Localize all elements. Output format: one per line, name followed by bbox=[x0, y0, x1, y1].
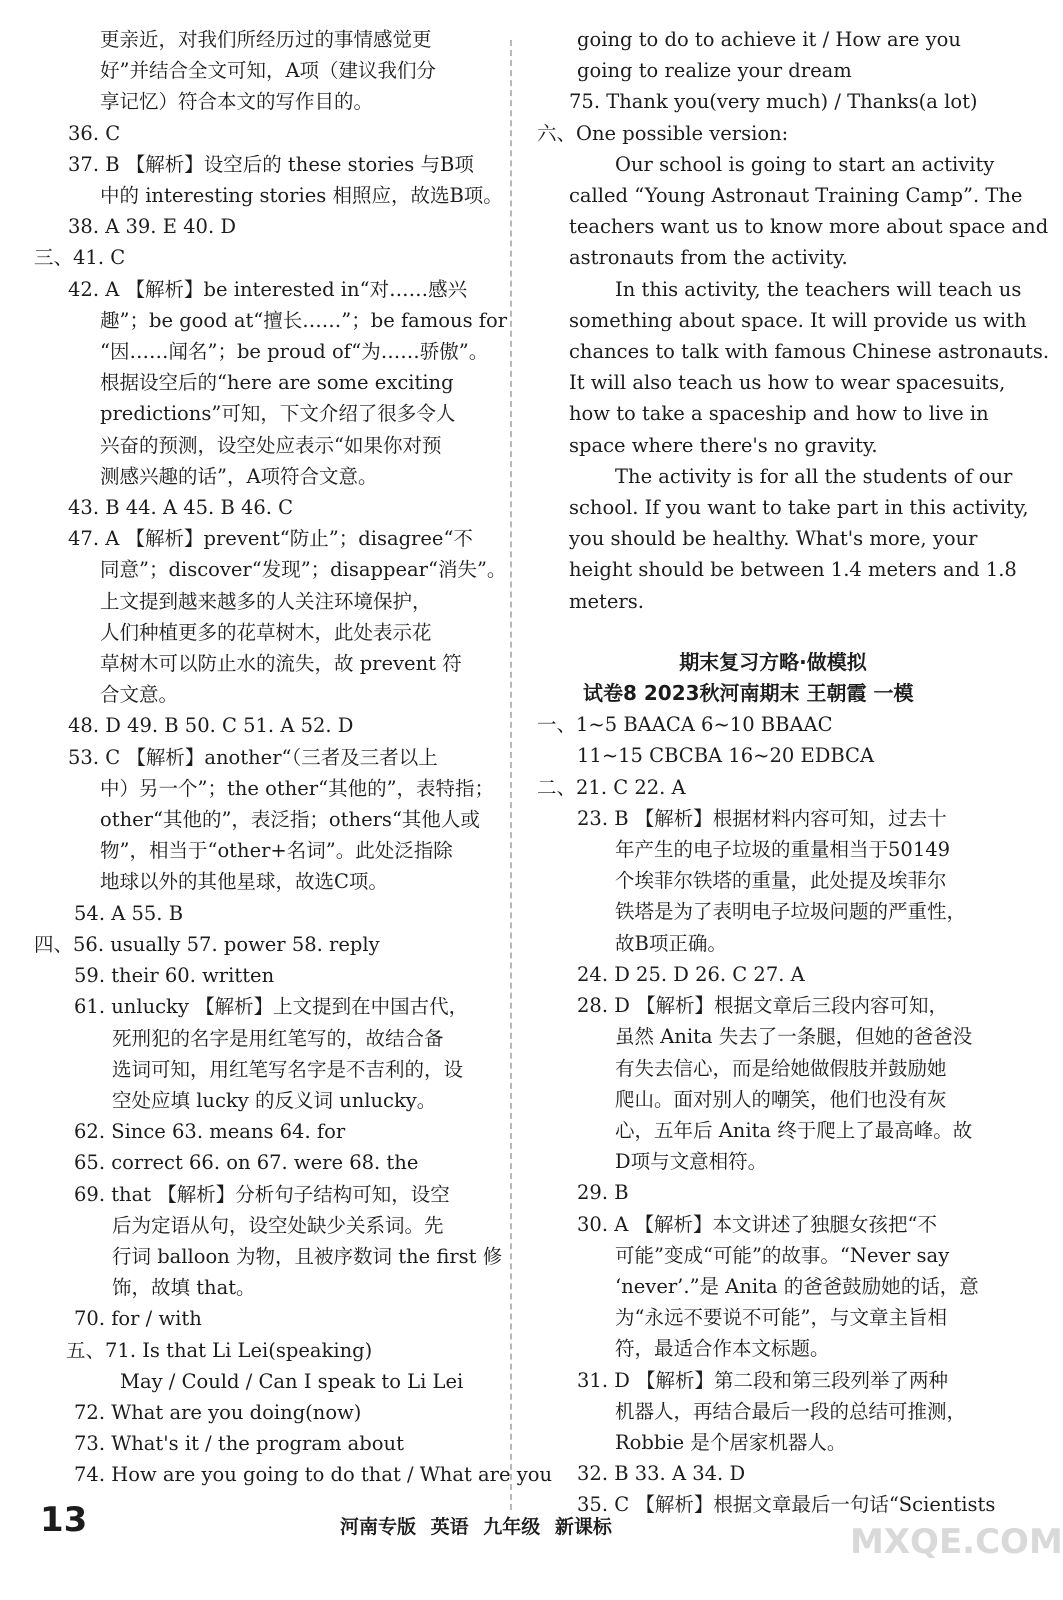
footer-label: 河南专版 英语 九年级 新课标 bbox=[340, 1516, 612, 1538]
text-line: 32. B 33. A 34. D bbox=[577, 1462, 746, 1486]
text-line: 四、56. usually 57. power 58. reply bbox=[34, 932, 380, 956]
text-line: 一、1~5 BAACA 6~10 BBAAC bbox=[537, 713, 833, 737]
text-line: 爬山。面对别人的嘲笑，他们也没有灰 bbox=[615, 1087, 947, 1111]
text-line: 五、71. Is that Li Lei(speaking) bbox=[66, 1338, 373, 1362]
text-line: 73. What's it / the program about bbox=[74, 1432, 404, 1456]
text-line: It will also teach us how to wear spacesuits, bbox=[569, 371, 1006, 395]
text-line: astronauts from the activity. bbox=[569, 246, 848, 270]
text-line: Robbie 是个居家机器人。 bbox=[615, 1430, 847, 1454]
right-column bbox=[537, 24, 1050, 1521]
text-line: 23. B 【解析】根据材料内容可知，过去十 bbox=[577, 806, 947, 830]
text-line: called “Young Astronaut Training Camp”. The bbox=[569, 184, 1023, 208]
text-line: 地球以外的其他星球，故选C项。 bbox=[100, 870, 388, 894]
text-line: 六、One possible version: bbox=[537, 121, 789, 145]
text-line: teachers want us to know more about space and bbox=[569, 215, 1049, 239]
text-line: 享记忆）符合本文的写作目的。 bbox=[100, 90, 374, 114]
text-line: something about space. It will provide us with bbox=[569, 308, 1027, 332]
text-line: 更亲近，对我们所经历过的事情感觉更 bbox=[100, 28, 432, 51]
text-line: 虽然 Anita 失去了一条腿，但她的爸爸没 bbox=[615, 1025, 973, 1049]
text-line: 65. correct 66. on 67. were 68. the bbox=[74, 1151, 419, 1175]
text-line: ‘never’.”是 Anita 的爸爸鼓励她的话，意 bbox=[615, 1274, 979, 1298]
text-line: 机器人，再结合最后一段的总结可推测， bbox=[615, 1399, 967, 1423]
text-line: 30. A 【解析】本文讲述了独腿女孩把“不 bbox=[577, 1212, 937, 1236]
text-line: 合文意。 bbox=[100, 683, 179, 707]
text-line: meters. bbox=[569, 589, 644, 613]
text-line: 后为定语从句，设空处缺少关系词。先 bbox=[112, 1213, 444, 1237]
page-number: 13 bbox=[40, 1500, 88, 1540]
text-line: 二、21. C 22. A bbox=[537, 775, 686, 799]
text-line: 29. B bbox=[577, 1181, 629, 1205]
text-line: 试卷8 2023秋河南期末 王朝霞 一模 bbox=[583, 681, 914, 706]
text-line: 28. D 【解析】根据文章后三段内容可知， bbox=[577, 994, 949, 1018]
text-line: In this activity, the teachers will teach us bbox=[615, 277, 1022, 301]
text-line: 74. How are you going to do that / What are you bbox=[74, 1463, 553, 1487]
text-line: 死刑犯的名字是用红笔写的，故结合备 bbox=[112, 1026, 444, 1050]
text-line: predictions”可知，下文介绍了很多令人 bbox=[100, 402, 456, 426]
text-line: 故B项正确。 bbox=[615, 931, 727, 955]
text-line: space where there's no gravity. bbox=[569, 433, 878, 457]
text-line: 11~15 CBCBA 16~20 EDBCA bbox=[577, 744, 875, 768]
text-line: 行词 balloon 为物，且被序数词 the first 修 bbox=[112, 1244, 503, 1268]
text-line: 69. that 【解析】分析句子结构可知，设空 bbox=[74, 1182, 450, 1206]
text-line: 草树木可以防止水的流失，故 prevent 符 bbox=[100, 652, 462, 676]
text-line: going to realize your dream bbox=[577, 59, 852, 83]
text-line: 年产生的电子垃圾的重量相当于50149 bbox=[615, 838, 951, 862]
text-line: “因……闻名”；be proud of“为……骄傲”。 bbox=[100, 340, 489, 364]
text-line: 36. C bbox=[68, 121, 121, 145]
text-line: 物”，相当于“other+名词”。此处泛指除 bbox=[100, 839, 453, 863]
column-divider bbox=[510, 40, 512, 1510]
text-line: 心，五年后 Anita 终于爬上了最高峰。故 bbox=[615, 1118, 973, 1142]
text-line: 48. D 49. B 50. C 51. A 52. D bbox=[68, 714, 354, 738]
text-line: 饰，故填 that。 bbox=[112, 1276, 256, 1300]
text-line: 54. A 55. B bbox=[74, 901, 184, 925]
text-line: chances to talk with famous Chinese astronauts. bbox=[569, 340, 1050, 364]
text-line: 47. A 【解析】prevent“防止”；disagree“不 bbox=[68, 527, 473, 551]
text-line: 符，最适合作本文标题。 bbox=[615, 1337, 830, 1361]
text-line: The activity is for all the students of our bbox=[615, 464, 1013, 488]
text-line: other“其他的”，表泛指；others“其他人或 bbox=[100, 808, 480, 832]
text-line: 62. Since 63. means 64. for bbox=[74, 1120, 346, 1144]
text-line: 上文提到越来越多的人关注环境保护， bbox=[100, 589, 432, 613]
text-line: 人们种植更多的花草树木，此处表示花 bbox=[100, 620, 432, 644]
text-line: May / Could / Can I speak to Li Lei bbox=[120, 1369, 464, 1393]
text-line: 42. A 【解析】be interested in“对……感兴 bbox=[68, 277, 468, 301]
text-line: D项与文意相符。 bbox=[615, 1150, 768, 1174]
text-line: 31. D 【解析】第二段和第三段列举了两种 bbox=[577, 1368, 949, 1392]
text-line: 70. for / with bbox=[74, 1307, 202, 1331]
text-line: 好”并结合全文可知，A项（建议我们分 bbox=[100, 59, 437, 83]
text-line: 35. C 【解析】根据文章最后一句话“Scientists bbox=[577, 1493, 996, 1517]
text-line: you should be healthy. What's more, your bbox=[569, 527, 978, 551]
text-line bbox=[537, 617, 1009, 635]
text-line: 61. unlucky 【解析】上文提到在中国古代， bbox=[74, 995, 469, 1019]
text-line: 为“永远不要说不可能”，与文章主旨相 bbox=[615, 1306, 947, 1330]
text-line: 43. B 44. A 45. B 46. C bbox=[68, 496, 294, 520]
text-line: 53. C 【解析】another“（三者及三者以上 bbox=[68, 745, 438, 769]
text-line: 中的 interesting stories 相照应，故选B项。 bbox=[100, 184, 503, 208]
text-line: 根据设空后的“here are some exciting bbox=[100, 371, 454, 395]
text-line: height should be between 1.4 meters and 1.8 bbox=[569, 558, 1017, 582]
text-line: 24. D 25. D 26. C 27. A bbox=[577, 962, 805, 986]
text-line: 有失去信心，而是给她做假肢并鼓励她 bbox=[615, 1056, 947, 1080]
text-line: 38. A 39. E 40. D bbox=[68, 215, 236, 239]
text-line: 37. B 【解析】设空后的 these stories 与B项 bbox=[68, 152, 474, 176]
watermark: MXQE.COM bbox=[850, 1522, 1063, 1562]
text-line: 三、41. C bbox=[34, 246, 126, 270]
text-line: 可能”变成“可能”的故事。“Never say bbox=[615, 1243, 950, 1267]
text-line: 72. What are you doing(now) bbox=[74, 1400, 362, 1424]
text-line: 中）另一个”；the other“其他的”，表特指； bbox=[100, 776, 495, 800]
text-line: 铁塔是为了表明电子垃圾问题的严重性， bbox=[615, 900, 967, 924]
text-line: how to take a spaceship and how to live in bbox=[569, 402, 989, 426]
text-line: Our school is going to start an activity bbox=[615, 152, 995, 176]
text-line: 测感兴趣的话”，A项符合文意。 bbox=[100, 464, 378, 488]
text-line: 选词可知，用红笔写名字是不吉利的，设 bbox=[112, 1057, 464, 1081]
text-line: 59. their 60. written bbox=[74, 964, 275, 988]
text-line: 个埃菲尔铁塔的重量，此处提及埃菲尔 bbox=[615, 869, 947, 893]
text-line: going to do to achieve it / How are you bbox=[577, 28, 961, 51]
text-line: school. If you want to take part in this activity, bbox=[569, 496, 1029, 520]
text-line: 75. Thank you(very much) / Thanks(a lot) bbox=[569, 90, 978, 114]
left-column bbox=[34, 24, 553, 1491]
text-line: 空处应填 lucky 的反义词 unlucky。 bbox=[112, 1088, 437, 1112]
text-line: 同意”；discover“发现”；disappear“消失”。 bbox=[100, 558, 507, 582]
text-line: 趣”；be good at“擅长……”；be famous for bbox=[100, 308, 508, 332]
text-line: 兴奋的预测，设空处应表示“如果你对预 bbox=[100, 433, 442, 457]
text-line: 期末复习方略·做模拟 bbox=[679, 649, 867, 674]
